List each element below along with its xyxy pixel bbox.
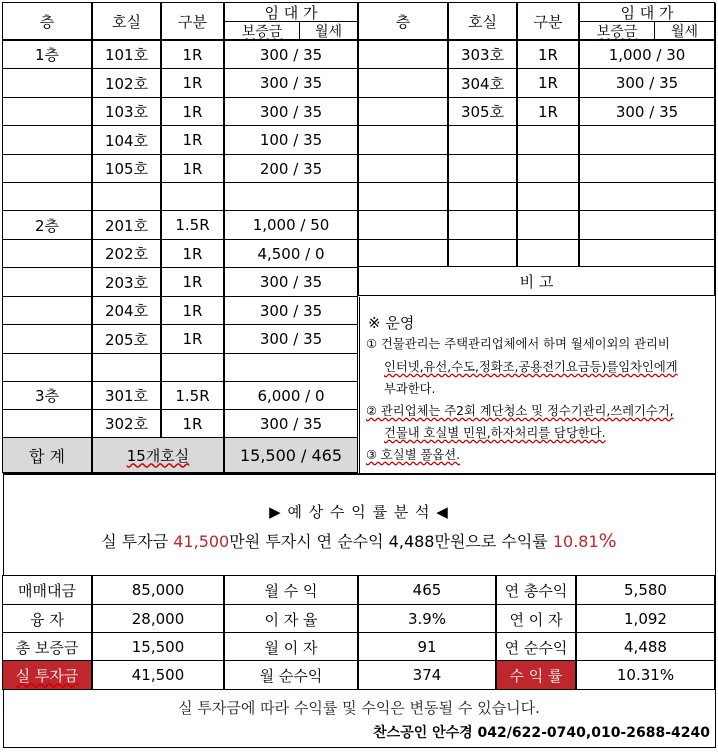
type-cell	[517, 154, 579, 183]
floor-cell	[2, 154, 92, 183]
rent-cell	[579, 239, 715, 267]
room-cell	[448, 125, 517, 155]
finance-label: 융 자	[2, 604, 92, 634]
floor-cell	[2, 353, 92, 382]
rent-cell: 300 / 35	[224, 68, 358, 98]
type-cell: 1R	[161, 296, 224, 325]
rent-cell: 4,500 / 0	[224, 239, 358, 268]
header-floor-right: 층	[358, 2, 448, 40]
floor-cell	[2, 97, 92, 126]
room-cell	[92, 353, 161, 382]
remarks-line-2: 인터넷,유선,수도,정화조,공용전기요금등)를임차인에게	[384, 360, 678, 374]
type-cell: 1R	[517, 97, 579, 126]
room-cell	[448, 154, 517, 183]
header-rent-right: 임 대 가	[579, 2, 715, 22]
room-cell: 203호	[92, 267, 161, 297]
floor-cell	[358, 97, 448, 126]
header-monthly-left: 월세	[299, 21, 358, 40]
floor-cell	[2, 267, 92, 297]
floor-cell	[2, 409, 92, 438]
header-type-right: 구분	[517, 2, 579, 40]
finance-label: 연 총수익	[496, 575, 576, 605]
rent-cell	[579, 182, 715, 211]
type-cell	[517, 182, 579, 211]
header-monthly-right: 월세	[654, 21, 715, 40]
rent-cell	[579, 125, 715, 155]
rent-cell: 300 / 35	[224, 296, 358, 325]
room-cell	[448, 210, 517, 240]
floor-cell	[358, 40, 448, 69]
rent-cell: 1,000 / 30	[579, 40, 715, 69]
finance-value: 465	[358, 575, 496, 605]
room-cell: 304호	[448, 68, 517, 98]
remarks-box	[359, 297, 716, 474]
type-cell: 1R	[161, 40, 224, 69]
floor-cell: 1층	[2, 40, 92, 69]
finance-label: 매매대금	[2, 575, 92, 605]
remarks-title: 비 고	[358, 266, 715, 296]
rent-cell: 300 / 35	[224, 267, 358, 297]
room-cell: 303호	[448, 40, 517, 69]
finance-value: 10.31%	[576, 660, 715, 690]
remarks-line-3: 부과한다.	[384, 382, 436, 396]
floor-cell	[358, 68, 448, 98]
header-rent-left: 임 대 가	[224, 2, 358, 22]
finance-value: 85,000	[92, 575, 224, 605]
type-cell: 1R	[161, 267, 224, 297]
floor-cell	[358, 210, 448, 240]
analysis-divider	[3, 473, 716, 475]
type-cell: 1.5R	[161, 381, 224, 410]
total-rent: 15,500 / 465	[224, 437, 358, 473]
analysis-title: ▶ 예 상 수 익 률 분 석 ◀	[269, 503, 449, 521]
finance-label: 총 보증금	[2, 632, 92, 662]
floor-cell: 2층	[2, 210, 92, 240]
type-cell	[161, 353, 224, 382]
type-cell: 1R	[517, 40, 579, 69]
room-cell: 305호	[448, 97, 517, 126]
finance-label: 수 익 률	[496, 660, 576, 690]
type-cell: 1R	[161, 154, 224, 183]
finance-label: 월 순수익	[224, 660, 358, 690]
rent-cell: 300 / 35	[579, 68, 715, 98]
floor-cell	[2, 239, 92, 268]
rent-cell: 300 / 35	[579, 97, 715, 126]
type-cell: 1.5R	[161, 210, 224, 240]
remarks-line-4: ② 관리업체는 주2회 계단청소 및 정수기관리,쓰레기수거,	[366, 404, 674, 418]
floor-cell	[358, 239, 448, 267]
floor-cell	[2, 68, 92, 98]
room-cell: 104호	[92, 125, 161, 155]
remarks-line-5: 건물내 호실별 민원,하자처리를 담당한다.	[384, 426, 606, 440]
finance-value: 5,580	[576, 575, 715, 605]
rent-cell	[579, 154, 715, 183]
room-cell	[448, 239, 517, 267]
floor-cell	[2, 324, 92, 354]
rent-cell	[224, 353, 358, 382]
finance-label: 연 이 자	[496, 604, 576, 634]
analysis-summary: 실 투자금 41,500만원 투자시 연 순수익 4,488만원으로 수익률 10.81%	[101, 530, 617, 552]
rent-cell: 6,000 / 0	[224, 381, 358, 410]
finance-label: 연 순수익	[496, 632, 576, 662]
room-cell: 205호	[92, 324, 161, 354]
room-cell: 301호	[92, 381, 161, 410]
header-floor-left: 층	[2, 2, 92, 40]
room-cell: 202호	[92, 239, 161, 268]
rent-cell	[579, 210, 715, 240]
finance-value: 374	[358, 660, 496, 690]
room-cell: 302호	[92, 409, 161, 438]
finance-value: 28,000	[92, 604, 224, 634]
footer-agent: 찬스공인 안수경 042/622-0740,010-2688-4240	[373, 725, 710, 741]
remarks-heading: ※ 운영	[368, 314, 415, 332]
room-cell: 105호	[92, 154, 161, 183]
header-room-right: 호실	[448, 2, 517, 40]
rent-cell	[224, 182, 358, 211]
finance-label: 이 자 율	[224, 604, 358, 634]
finance-label: 실 투자금	[2, 660, 92, 690]
floor-cell	[358, 154, 448, 183]
floor-cell: 3층	[2, 381, 92, 410]
finance-value: 91	[358, 632, 496, 662]
floor-cell	[2, 182, 92, 211]
floor-cell	[2, 125, 92, 155]
remarks-line-6: ③ 호실별 풀옵션.	[366, 448, 461, 462]
finance-value: 1,092	[576, 604, 715, 634]
finance-label: 월 수 익	[224, 575, 358, 605]
finance-value: 4,488	[576, 632, 715, 662]
type-cell	[517, 125, 579, 155]
header-deposit-right: 보증금	[579, 21, 655, 40]
finance-label: 월 이 자	[224, 632, 358, 662]
finance-value: 41,500	[92, 660, 224, 690]
type-cell: 1R	[161, 324, 224, 354]
room-cell: 101호	[92, 40, 161, 69]
footer-note: 실 투자금에 따라 수익률 및 수익은 변동될 수 있습니다.	[178, 699, 540, 717]
header-deposit-left: 보증금	[224, 21, 300, 40]
type-cell: 1R	[161, 68, 224, 98]
rent-cell: 300 / 35	[224, 324, 358, 354]
type-cell: 1R	[517, 68, 579, 98]
type-cell: 1R	[161, 239, 224, 268]
type-cell	[161, 182, 224, 211]
finance-value: 15,500	[92, 632, 224, 662]
total-label: 합 계	[2, 437, 92, 473]
rent-cell: 1,000 / 50	[224, 210, 358, 240]
rent-cell: 200 / 35	[224, 154, 358, 183]
type-cell	[517, 239, 579, 267]
header-type-left: 구분	[161, 2, 224, 40]
type-cell: 1R	[161, 125, 224, 155]
room-cell: 102호	[92, 68, 161, 98]
room-cell	[92, 182, 161, 211]
rent-cell: 300 / 35	[224, 97, 358, 126]
remarks-line-1: ① 건물관리는 주택관리업체에서 하며 월세이외의 관리비	[366, 337, 670, 351]
rent-cell: 300 / 35	[224, 409, 358, 438]
room-cell	[448, 182, 517, 211]
room-cell: 103호	[92, 97, 161, 126]
type-cell	[517, 210, 579, 240]
rent-cell: 100 / 35	[224, 125, 358, 155]
finance-value: 3.9%	[358, 604, 496, 634]
room-cell: 201호	[92, 210, 161, 240]
total-rooms: 15개호실	[92, 437, 224, 473]
type-cell: 1R	[161, 409, 224, 438]
floor-cell	[358, 125, 448, 155]
floor-cell	[358, 182, 448, 211]
floor-cell	[2, 296, 92, 325]
rent-cell: 300 / 35	[224, 40, 358, 69]
type-cell: 1R	[161, 97, 224, 126]
room-cell: 204호	[92, 296, 161, 325]
header-room-left: 호실	[92, 2, 161, 40]
